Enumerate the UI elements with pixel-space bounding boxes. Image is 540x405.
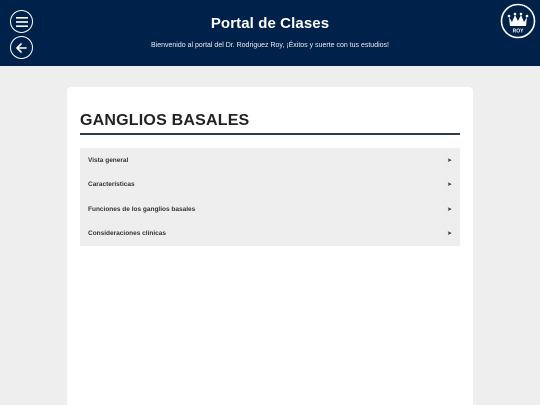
topic-accordion xyxy=(80,148,460,246)
title-divider xyxy=(80,133,460,135)
accordion-item-label: Vista general xyxy=(88,156,129,164)
page-title: GANGLIOS BASALES xyxy=(80,112,250,129)
arrow-right-icon: ➤ xyxy=(446,231,452,238)
accordion-item-label: Funciones de los ganglios basales xyxy=(88,205,196,213)
accordion-item-funciones[interactable] xyxy=(80,197,460,222)
accordion-item-label: Características xyxy=(88,181,135,189)
portal-title: Portal de Clases xyxy=(210,15,330,32)
accordion-item-caracteristicas[interactable] xyxy=(80,173,460,198)
arrow-right-icon: ➤ xyxy=(446,157,452,164)
accordion-item-consideraciones[interactable] xyxy=(80,222,460,247)
top-header xyxy=(0,0,540,66)
accordion-item-label: Consideraciones clínicas xyxy=(88,230,167,238)
arrow-right-icon: ➤ xyxy=(446,206,452,213)
welcome-message: Bienvenido al portal del Dr. Rodriguez Roy, ¡Éxitos y suerte con tus estudios! xyxy=(151,42,389,49)
crown-icon xyxy=(500,3,536,39)
roy-logo[interactable] xyxy=(500,3,536,39)
accordion-item-vista-general[interactable] xyxy=(80,148,460,173)
logo-text: ROY xyxy=(512,28,524,35)
content-card xyxy=(67,87,473,405)
arrow-right-icon: ➤ xyxy=(446,182,452,189)
